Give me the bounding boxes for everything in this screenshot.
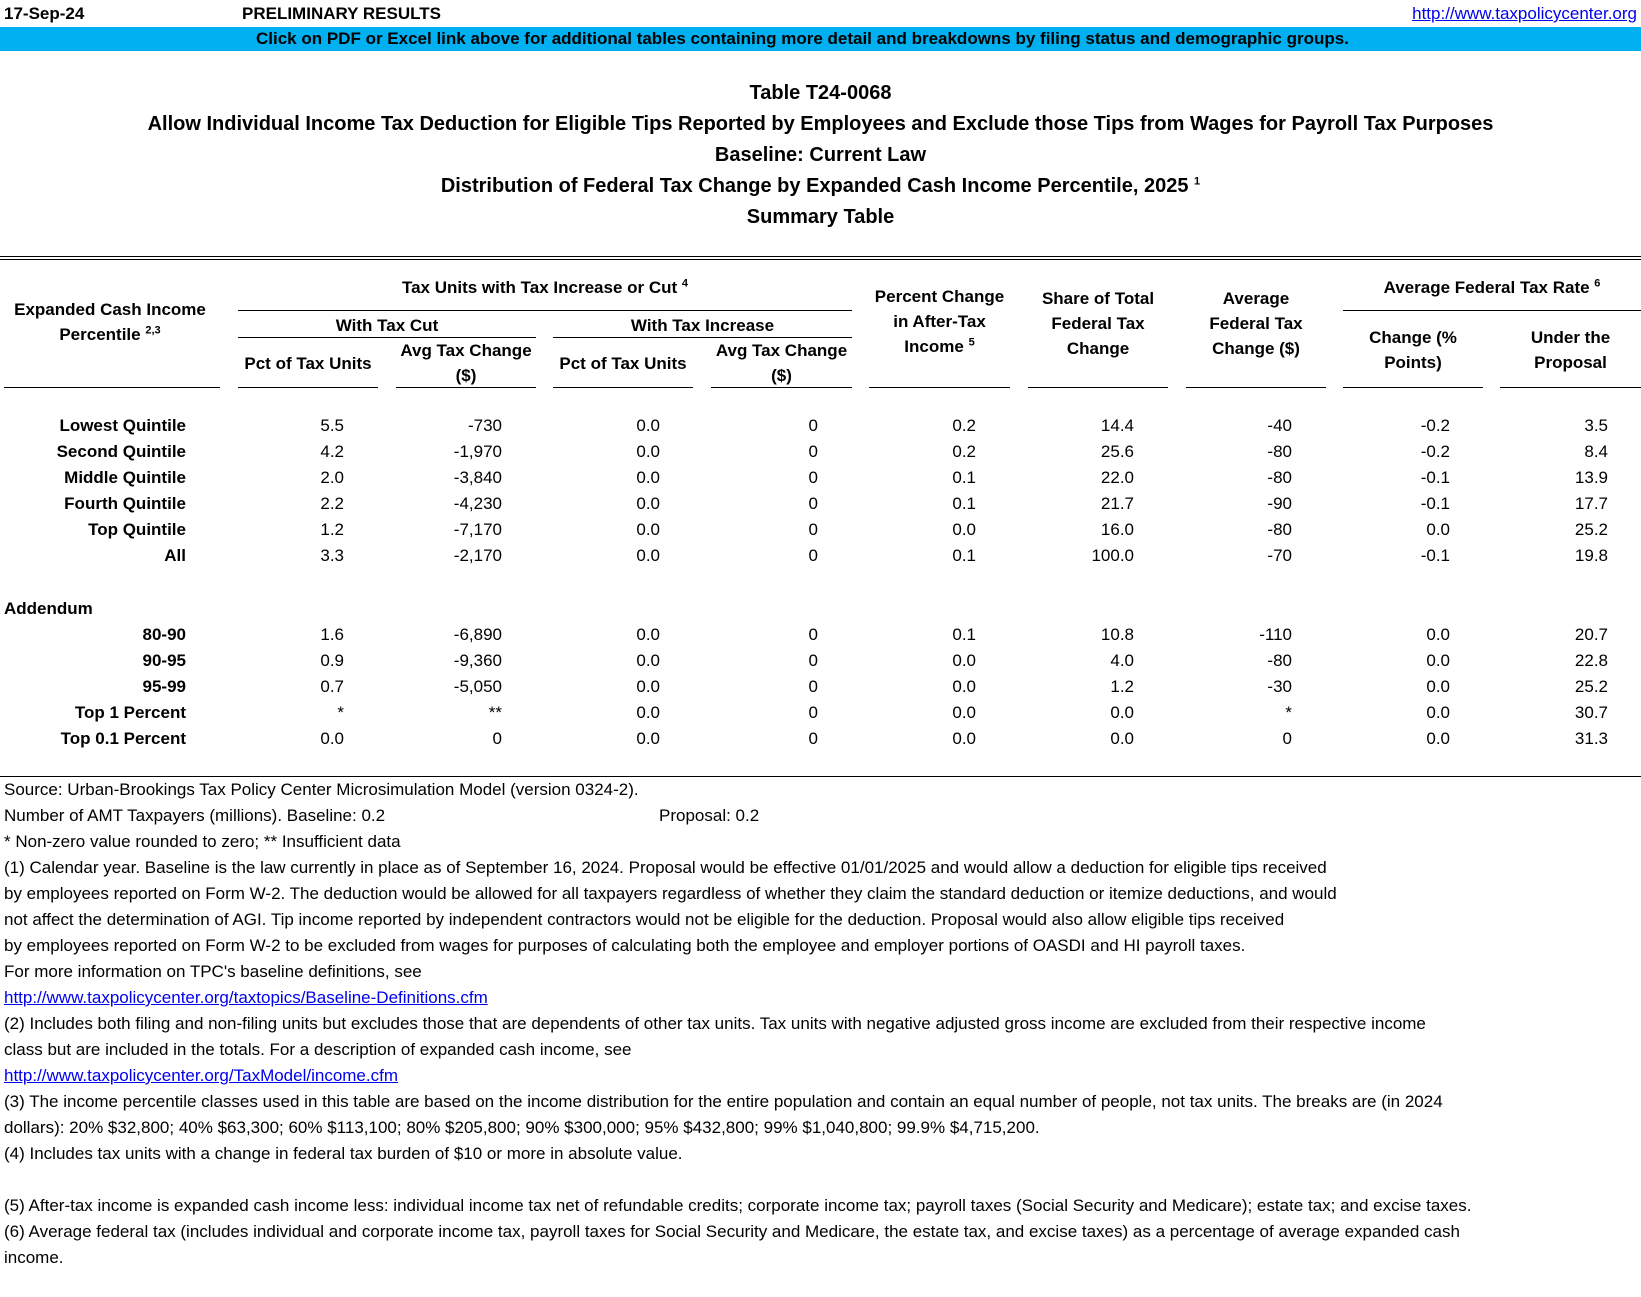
table-row (0, 468, 1641, 494)
cell-rate-change: -0.2 (1420, 442, 1450, 461)
cell-cut-pct: 0.9 (320, 651, 344, 670)
footnote-6-line-2: income. (4, 1248, 64, 1267)
cut-avg-change-underline (396, 387, 536, 388)
cell-inc-avg: 0 (808, 416, 818, 435)
addendum-label: Addendum (4, 599, 93, 618)
cell-pct-change: 0.1 (952, 494, 976, 513)
cell-rate-change: 0.0 (1426, 625, 1450, 644)
rate-change-underline (1343, 387, 1483, 388)
cell-cut-avg: -7,170 (453, 520, 502, 539)
with-tax-cut-header: With Tax Cut (335, 316, 439, 335)
cell-avg-fed: -40 (1267, 416, 1292, 435)
cell-inc-avg: 0 (808, 703, 818, 722)
cell-cut-pct: 2.2 (320, 494, 344, 513)
source-note: Source: Urban-Brookings Tax Policy Center Microsimulation Model (version 0324-2). (4, 780, 639, 799)
cell-rate-change: -0.1 (1420, 468, 1450, 487)
row-label: 90-95 (142, 651, 186, 670)
cell-pct-change: 0.0 (952, 729, 976, 748)
row-label: Lowest Quintile (59, 416, 186, 435)
cell-inc-avg: 0 (808, 442, 818, 461)
table-row (0, 625, 1641, 651)
cell-avg-fed: -80 (1267, 520, 1292, 539)
footnote-6: (6) Average federal tax (includes individual and corporate income tax, payroll taxes for Social Security and Medicare, the estate tax, and excise taxes) as a percentage of average expanded cash (4, 1222, 1460, 1241)
cell-share: 10.8 (1100, 625, 1134, 644)
cell-cut-pct: 4.2 (320, 442, 344, 461)
row-label: Top 0.1 Percent (60, 729, 186, 748)
table-row (0, 416, 1641, 442)
cell-inc-avg: 0 (808, 494, 818, 513)
footnote-1-line-5: For more information on TPC's baseline definitions, see (4, 962, 422, 981)
cell-share: 100.0 (1091, 546, 1134, 565)
col-percentile-header: Expanded Cash Income Percentile $^{2,3}$ (14, 300, 206, 344)
units-group-underline (238, 310, 852, 311)
pct-change-header: Percent Change in After-Tax Income $^5$ (874, 287, 1005, 356)
row-label: Middle Quintile (64, 468, 186, 487)
baseline-title: Baseline: Current Law (714, 144, 927, 166)
row-label: All (164, 546, 186, 565)
cell-avg-fed: -110 (1259, 625, 1292, 644)
row-label: 95-99 (142, 677, 186, 696)
cell-rate-under: 19.8 (1574, 546, 1608, 565)
inc-avg-change-underline (711, 387, 852, 388)
cell-avg-fed: -30 (1267, 677, 1292, 696)
units-group-header: Tax Units with Tax Increase or Cut $^4$ (401, 277, 689, 297)
cell-rate-change: 0.0 (1426, 729, 1450, 748)
footnote-2: (2) Includes both filing and non-filing units but excludes those that are dependents of other tax units. Tax units with negative adjusted gross income are excluded from their respective income (4, 1014, 1426, 1033)
cell-pct-change: 0.1 (952, 546, 976, 565)
cell-avg-fed: 0 (1282, 729, 1292, 748)
cell-cut-pct: * (337, 703, 344, 722)
footnote-1-line-2: by employees reported on Form W-2. The deduction would be allowed for all taxpayers regardless of whether they claim the standard deduction or itemize deductions, and would (4, 884, 1337, 903)
cut-avg-change-header: Avg Tax Change ($) (400, 341, 532, 385)
cell-share: 0.0 (1110, 729, 1134, 748)
cell-rate-change: 0.0 (1426, 703, 1450, 722)
cell-cut-avg: -2,170 (453, 546, 502, 565)
cell-cut-avg: -4,230 (453, 494, 502, 513)
banner-text: Click on PDF or Excel link above for additional tables containing more detail and breakdowns by filing status and demographic groups. (256, 29, 1349, 48)
footnote-3: (3) The income percentile classes used in this table are based on the income distribution for the entire population and contain an equal number of people, not tax units. The breaks are (in 2024 (4, 1092, 1443, 1111)
cell-pct-change: 0.0 (952, 703, 976, 722)
cell-inc-pct: 0.0 (636, 520, 660, 539)
row-label: Second Quintile (56, 442, 186, 461)
col-percentile-underline (4, 387, 220, 388)
cell-rate-under: 20.7 (1574, 625, 1608, 644)
cell-inc-avg: 0 (808, 729, 818, 748)
cell-pct-change: 0.1 (952, 468, 976, 487)
avg-fed-change-underline (1186, 387, 1326, 388)
footnote-1: (1) Calendar year. Baseline is the law currently in place as of September 16, 2024. Proposal would be effective 01/01/2025 and would allow a deduction for eligible tips received (4, 858, 1327, 877)
cell-cut-avg: -6,890 (453, 625, 502, 644)
legend-note: * Non-zero value rounded to zero; ** Insufficient data (4, 832, 401, 851)
cell-avg-fed: -80 (1267, 468, 1292, 487)
footnote-4: (4) Includes tax units with a change in federal tax burden of $10 or more in absolute value. (4, 1144, 683, 1163)
cell-rate-under: 8.4 (1584, 442, 1608, 461)
info-banner (0, 27, 1641, 51)
amt-baseline-note: Number of AMT Taxpayers (millions). Baseline: 0.2 (4, 806, 386, 825)
report-date: 17-Sep-24 (4, 4, 85, 23)
cell-pct-change: 0.1 (952, 625, 976, 644)
cell-rate-under: 31.3 (1574, 729, 1608, 748)
cell-cut-pct: 0.0 (320, 729, 344, 748)
cell-rate-under: 25.2 (1574, 520, 1608, 539)
cut-pct-units-underline (238, 387, 378, 388)
inc-pct-units-underline (553, 387, 693, 388)
footnote-3-line-2: dollars): 20% $32,800; 40% $63,300; 60% $113,100; 80% $205,800; 90% $300,000; 95% $432,800; 99% $1,040,800; 99.9% $4,715,200. (4, 1118, 1040, 1137)
cell-rate-change: -0.1 (1420, 494, 1450, 513)
cell-inc-pct: 0.0 (636, 494, 660, 513)
cell-inc-pct: 0.0 (636, 546, 660, 565)
cell-cut-avg: -5,050 (453, 677, 502, 696)
cell-rate-under: 25.2 (1574, 677, 1608, 696)
table-title: Allow Individual Income Tax Deduction for Eligible Tips Reported by Employees and Exclude those Tips from Wages for Payroll Tax Purposes (147, 113, 1494, 135)
amt-proposal-note: Proposal: 0.2 (659, 806, 760, 825)
cell-share: 21.7 (1100, 494, 1134, 513)
table-row (0, 546, 1641, 572)
cell-cut-avg: -730 (467, 416, 502, 435)
inc-avg-change-header: Avg Tax Change ($) (715, 341, 848, 385)
baseline-definitions-link[interactable]: http://www.taxpolicycenter.org/taxtopics/Baseline-Definitions.cfm (4, 988, 488, 1007)
cell-rate-change: 0.0 (1426, 651, 1450, 670)
table-row (0, 729, 1641, 755)
table-bottom-rule (0, 776, 1641, 777)
table-top-rule (0, 256, 1641, 257)
cell-cut-avg: ** (488, 703, 502, 722)
table-row (0, 494, 1641, 520)
row-label: 80-90 (142, 625, 186, 644)
rate-under-header: Under the Proposal (1530, 328, 1611, 372)
rate-under-underline (1500, 387, 1641, 388)
rate-change-header: Change (% Points) (1369, 328, 1457, 372)
with-tax-increase-header: With Tax Increase (630, 316, 775, 335)
cell-pct-change: 0.0 (952, 677, 976, 696)
cell-avg-fed: -80 (1267, 442, 1292, 461)
distribution-title: Distribution of Federal Tax Change by Expanded Cash Income Percentile, 2025 $^1$ (440, 175, 1201, 197)
cell-cut-avg: -1,970 (453, 442, 502, 461)
income-definition-link[interactable]: http://www.taxpolicycenter.org/TaxModel/income.cfm (4, 1066, 398, 1085)
avg-fed-change-header: Average Federal Tax Change ($) (1209, 289, 1303, 358)
cell-pct-change: 0.0 (952, 651, 976, 670)
cell-inc-avg: 0 (808, 677, 818, 696)
tpc-homepage-link[interactable]: http://www.taxpolicycenter.org (1412, 4, 1637, 23)
table-row (0, 442, 1641, 468)
inc-pct-units-header: Pct of Tax Units (559, 354, 687, 373)
cell-cut-pct: 1.6 (320, 625, 344, 644)
row-label: Fourth Quintile (64, 494, 186, 513)
pct-change-underline (869, 387, 1010, 388)
cell-cut-pct: 0.7 (320, 677, 344, 696)
cut-pct-units-header: Pct of Tax Units (244, 354, 372, 373)
footnote-1-line-3: not affect the determination of AGI. Tip income reported by independent contractors would not be eligible for the deduction. Proposal would also allow eligible tips received (4, 910, 1285, 929)
footnote-1-line-4: by employees reported on Form W-2 to be excluded from wages for purposes of calculating both the employee and employer portions of OASDI and HI payroll taxes. (4, 936, 1246, 955)
cell-share: 4.0 (1110, 651, 1134, 670)
cell-inc-pct: 0.0 (636, 651, 660, 670)
cell-rate-under: 30.7 (1574, 703, 1608, 722)
footnote-5: (5) After-tax income is expanded cash income less: individual income tax net of refundable credits; corporate income tax; payroll taxes (Social Security and Medicare); estate tax; and excise taxes. (4, 1196, 1472, 1215)
table-row (0, 703, 1641, 729)
cell-cut-pct: 3.3 (320, 546, 344, 565)
cell-share: 14.4 (1100, 416, 1134, 435)
table-row (0, 651, 1641, 677)
cell-rate-change: -0.2 (1420, 416, 1450, 435)
rate-group-underline (1343, 310, 1641, 311)
cell-inc-pct: 0.0 (636, 416, 660, 435)
cell-share: 25.6 (1100, 442, 1134, 461)
cell-inc-pct: 0.0 (636, 625, 660, 644)
cell-cut-avg: -9,360 (453, 651, 502, 670)
cell-pct-change: 0.0 (952, 520, 976, 539)
summary-title: Summary Table (746, 206, 895, 228)
cell-inc-avg: 0 (808, 520, 818, 539)
cell-avg-fed: -90 (1267, 494, 1292, 513)
cell-cut-pct: 5.5 (320, 416, 344, 435)
cell-rate-under: 3.5 (1584, 416, 1608, 435)
cell-rate-under: 22.8 (1574, 651, 1608, 670)
row-label: Top 1 Percent (74, 703, 186, 722)
footnote-ref: 1 (1194, 175, 1201, 188)
table-id: Table T24-0068 (749, 82, 892, 104)
row-label: Top Quintile (88, 520, 186, 539)
rate-group-header: Average Federal Tax Rate $^6$ (1383, 277, 1601, 297)
cell-inc-avg: 0 (808, 651, 818, 670)
cell-share: 16.0 (1100, 520, 1134, 539)
cell-cut-avg: 0 (492, 729, 502, 748)
cell-share: 1.2 (1110, 677, 1134, 696)
cell-rate-change: -0.1 (1420, 546, 1450, 565)
cell-share: 22.0 (1100, 468, 1134, 487)
cell-inc-pct: 0.0 (636, 729, 660, 748)
cell-inc-avg: 0 (808, 468, 818, 487)
cell-cut-pct: 1.2 (320, 520, 344, 539)
cell-cut-avg: -3,840 (453, 468, 502, 487)
table-top-rule-2 (0, 259, 1641, 260)
cell-rate-change: 0.0 (1426, 520, 1450, 539)
cell-inc-pct: 0.0 (636, 468, 660, 487)
cell-rate-under: 17.7 (1574, 494, 1608, 513)
cell-inc-pct: 0.0 (636, 677, 660, 696)
footnote-2-line-2: class but are included in the totals. For a description of expanded cash income, see (4, 1040, 632, 1059)
share-underline (1028, 387, 1168, 388)
cell-avg-fed: * (1285, 703, 1292, 722)
table-row (0, 520, 1641, 546)
cell-avg-fed: -70 (1267, 546, 1292, 565)
cell-share: 0.0 (1110, 703, 1134, 722)
cell-pct-change: 0.2 (952, 442, 976, 461)
cell-inc-avg: 0 (808, 625, 818, 644)
cell-avg-fed: -80 (1267, 651, 1292, 670)
cell-inc-pct: 0.0 (636, 703, 660, 722)
preliminary-label: PRELIMINARY RESULTS (242, 4, 441, 23)
share-header: Share of Total Federal Tax Change (1041, 289, 1155, 358)
cell-rate-under: 13.9 (1574, 468, 1608, 487)
cell-inc-avg: 0 (808, 546, 818, 565)
cell-rate-change: 0.0 (1426, 677, 1450, 696)
cell-pct-change: 0.2 (952, 416, 976, 435)
table-row (0, 677, 1641, 703)
cell-inc-pct: 0.0 (636, 442, 660, 461)
cell-cut-pct: 2.0 (320, 468, 344, 487)
